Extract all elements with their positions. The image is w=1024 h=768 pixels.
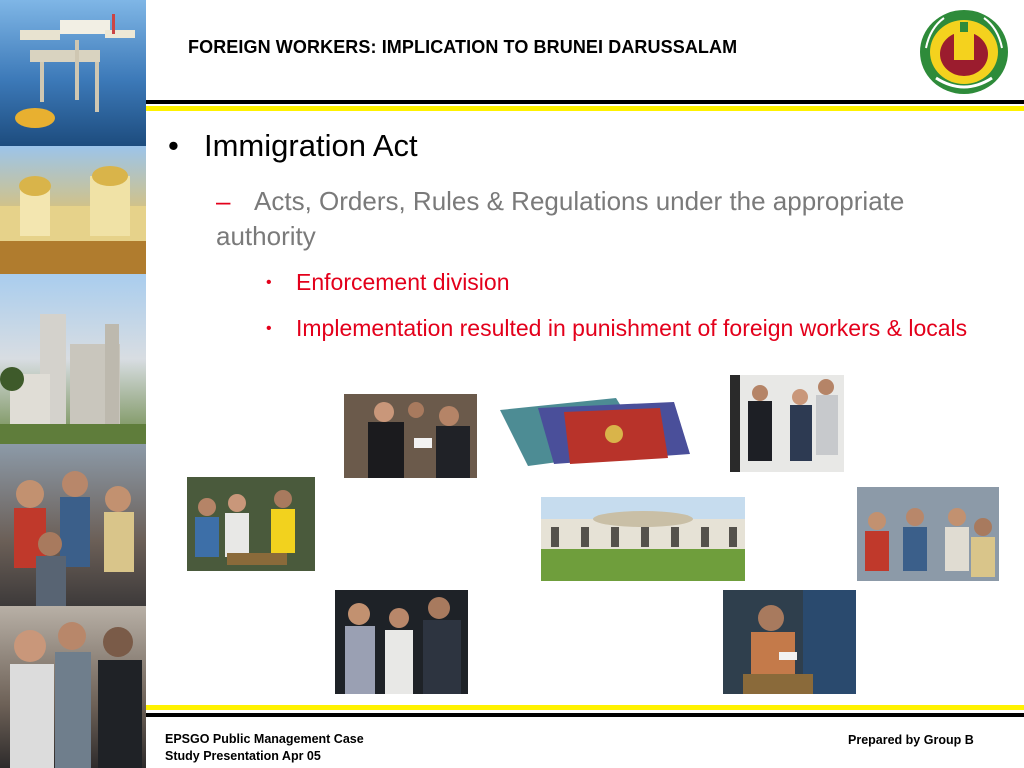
detained-workers-photo bbox=[0, 444, 146, 606]
university-crest-icon bbox=[916, 8, 1012, 96]
night-inspection-photo bbox=[335, 590, 468, 694]
bullet-dot-icon: • bbox=[266, 274, 272, 291]
slide-title: FOREIGN WORKERS: IMPLICATION TO BRUNEI DARUSSALAM bbox=[188, 37, 738, 57]
header-rule-black bbox=[146, 100, 1024, 104]
officers-checking-documents-photo bbox=[344, 394, 477, 478]
footer-line-1: EPSGO Public Management Case bbox=[165, 732, 364, 746]
bullet-level-2 bbox=[216, 184, 996, 254]
worker-with-money-photo bbox=[723, 590, 856, 694]
footer-line-2: Study Presentation Apr 05 bbox=[165, 749, 321, 763]
offshore-oil-platform-photo bbox=[0, 0, 146, 146]
bullet-dot-icon: • bbox=[168, 128, 179, 163]
bullet-acts-orders: Acts, Orders, Rules & Regulations under the appropriate authority bbox=[216, 186, 905, 251]
header-rule-yellow bbox=[146, 106, 1024, 111]
bullet-level-3 bbox=[266, 267, 996, 298]
dash-bullet-icon: – bbox=[216, 186, 231, 216]
slide-header bbox=[146, 0, 1024, 100]
bullet-implementation: Implementation resulted in punishment of foreign workers & locals bbox=[296, 315, 968, 341]
bullet-dot-icon: • bbox=[266, 320, 272, 337]
footer-rule-black bbox=[146, 713, 1024, 717]
workers-gathering-photo bbox=[187, 477, 315, 571]
arrest-escort-photo bbox=[0, 606, 146, 768]
bullet-level-1 bbox=[168, 128, 418, 164]
detained-group-photo bbox=[857, 487, 999, 581]
footer-prepared-by: Prepared by Group B bbox=[848, 733, 974, 747]
bullet-level-3 bbox=[266, 313, 996, 344]
officers-escorting-photo bbox=[730, 375, 844, 472]
footer-rule-yellow bbox=[146, 705, 1024, 710]
factory-building-photo bbox=[0, 274, 146, 444]
left-photo-strip bbox=[0, 0, 146, 768]
bullet-enforcement-division: Enforcement division bbox=[296, 269, 510, 295]
footer-course-info bbox=[165, 731, 364, 765]
palace-building-photo bbox=[0, 146, 146, 274]
government-building-photo bbox=[541, 497, 745, 581]
passports-photo bbox=[498, 392, 692, 470]
bullet-immigration-act: Immigration Act bbox=[204, 128, 418, 163]
